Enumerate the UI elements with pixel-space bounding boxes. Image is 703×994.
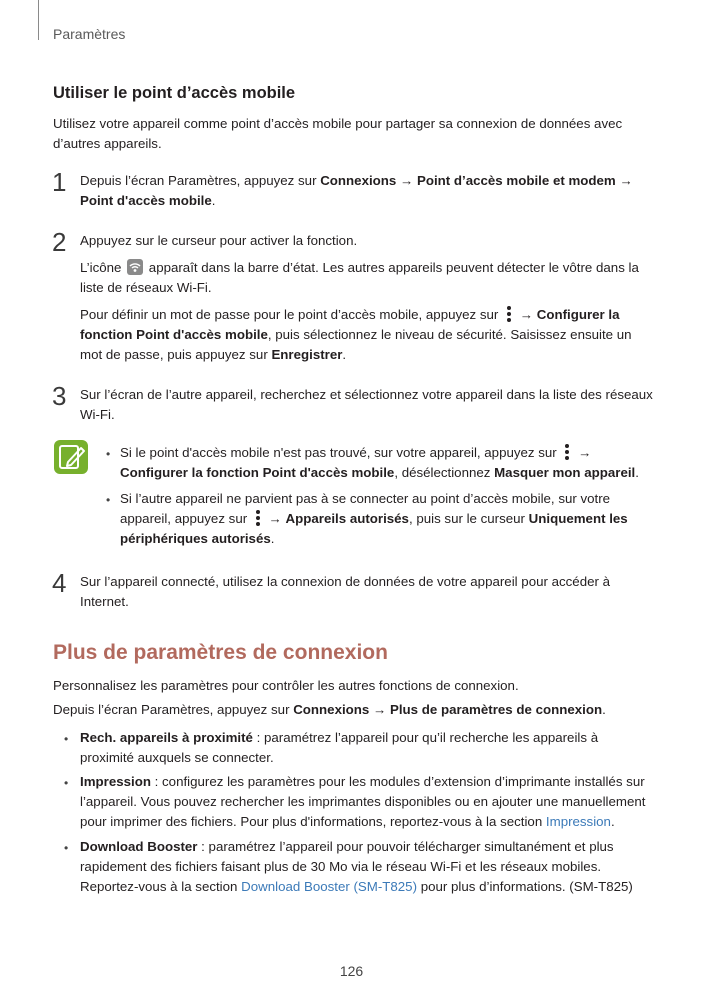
step-4-text: Sur l’appareil connecté, utilisez la connexion de données de votre appareil pour accéder à Internet. xyxy=(80,574,610,609)
more-options-icon xyxy=(563,444,571,460)
bullet: • xyxy=(64,732,69,746)
link-connexions: Connexions xyxy=(320,173,397,188)
bullet: • xyxy=(64,776,69,790)
more-options-icon xyxy=(254,510,262,526)
page-number: 126 xyxy=(339,963,364,979)
more-intro-2: Depuis l’écran Paramètres, appuyez sur Connexions → Plus de paramètres de connexion. xyxy=(53,702,606,717)
hotspot-section xyxy=(53,83,653,103)
more-intro-1: Personnalisez les paramètres pour contrôler les autres fonctions de connexion. xyxy=(53,678,519,693)
bullet: • xyxy=(64,841,69,855)
more-options-icon xyxy=(505,306,513,322)
hotspot-intro: Utilisez votre appareil comme point d’accès mobile pour partager sa connexion de données avec d’autres appareils. xyxy=(53,116,623,151)
note-item-2: Si l’autre appareil ne parvient pas à se connecter au point d’accès mobile, sur votre appareil, appuyez sur → Appareils autorisés, puis sur le curseur Uniquement les périphériques autorisés. xyxy=(120,491,628,546)
note-icon xyxy=(54,440,88,474)
link-impression[interactable]: Impression xyxy=(545,814,611,829)
more-section xyxy=(53,640,653,666)
step-3-text: Sur l’écran de l’autre appareil, recherchez et sélectionnez votre appareil dans la liste des réseaux Wi-Fi. xyxy=(80,387,653,422)
more-heading: Plus de paramètres de connexion xyxy=(53,641,388,664)
step-2-icon-text: L’icône apparaît dans la barre d’état. Les autres appareils peuvent détecter le vôtre dans la liste de réseaux Wi-Fi. xyxy=(80,260,639,295)
page-header: Paramètres xyxy=(53,26,126,42)
list-item: Download Booster : paramétrez l’appareil pour pouvoir télécharger simultanément et plus rapidement des fichiers faisant plus de 30 Mo via le réseau Wi-Fi et les réseaux mobiles. Reportez-vous à la section Download Booster (SM-T825) pour plus d’informations. (SM-T825) xyxy=(80,839,633,894)
step-2-password-text: Pour définir un mot de passe pour le point d’accès mobile, appuyez sur → Configurer la fonction Point d'accès mobile, puis sélectionnez le niveau de sécurité. Saisissez ensuite un mot de passe, puis appuyez sur Enregistrer. xyxy=(80,307,632,362)
header-rule xyxy=(38,0,39,40)
list-item: Impression : configurez les paramètres pour les modules d’extension d’imprimante installés sur l’appareil. Vous pouvez rechercher les imprimantes disponibles ou en ajouter une manuellement pour imprimer des fichiers. Pour plus d'informations, reportez-vous à la section Impression. xyxy=(80,774,646,829)
step-number: 3 xyxy=(52,381,67,411)
bullet: • xyxy=(106,447,111,461)
step-2-text: Appuyez sur le curseur pour activer la fonction. xyxy=(80,233,358,248)
link-download-booster[interactable]: Download Booster (SM-T825) xyxy=(241,879,418,894)
hotspot-heading: Utiliser le point d’accès mobile xyxy=(53,84,296,102)
list-item: Rech. appareils à proximité : paramétrez l’appareil pour qu’il recherche les appareils à proximité auxquels se connecter. xyxy=(80,730,599,765)
note-item-1: Si le point d'accès mobile n'est pas trouvé, sur votre appareil, appuyez sur → Configurer la fonction Point d'accès mobile, désélectionnez Masquer mon appareil. xyxy=(120,445,639,480)
step-number: 4 xyxy=(52,568,67,598)
step-number: 2 xyxy=(52,227,67,257)
step-number: 1 xyxy=(52,167,67,197)
step-1-text: Depuis l’écran Paramètres, appuyez sur Connexions → Point d’accès mobile et modem → Point d'accès mobile. xyxy=(80,173,633,208)
hotspot-status-icon xyxy=(127,259,143,275)
bullet: • xyxy=(106,493,111,507)
